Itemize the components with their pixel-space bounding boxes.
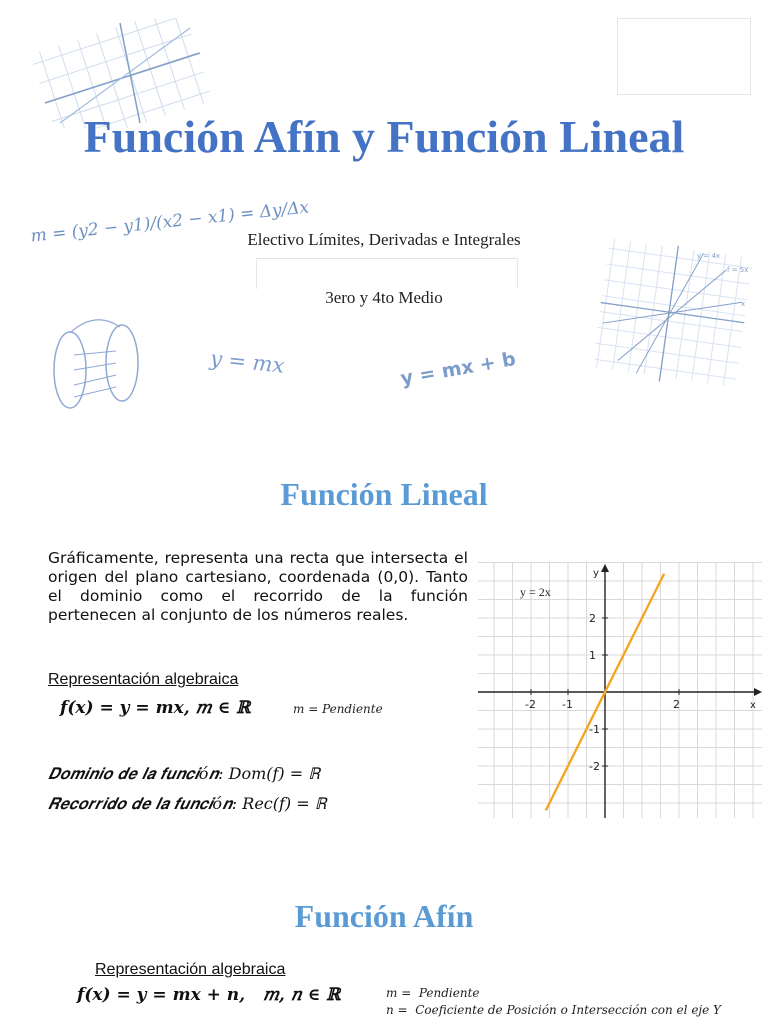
section-heading-afin: Función Afín <box>294 898 474 934</box>
lineal-description: Gráficamente, representa una recta que intersecta el origen del plano cartesiano, coordenada (0,0). Tanto el dominio como el recorrido de la función pertenecen al conjunto de los números reales. <box>48 549 468 624</box>
decor-formula-affine: y = mx + b <box>398 348 518 390</box>
decor-mapping-diagram <box>50 315 150 415</box>
y-tick-label: -2 <box>589 760 600 773</box>
lineal-domain: 𝑫𝒐𝒎𝒊𝒏𝒊𝒐 𝒅𝒆 𝒍𝒂 𝒇𝒖𝒏𝒄𝒊ó𝒏: 𝐷𝑜𝑚(𝑓) = ℝ <box>48 764 320 783</box>
x-axis-label: x <box>750 700 756 711</box>
decor-formula-slope-text: m = (y2 − y1)/(x2 − x1) = Δy/Δx <box>29 197 310 247</box>
decor-box-top-right <box>617 18 751 95</box>
x-axis-arrow <box>754 688 762 696</box>
afin-note-n: n = Coeficiente de Posición o Intersección con el eje Y <box>386 1003 721 1017</box>
decor-graph-label-2: f = 5x <box>727 266 749 274</box>
y-axis-arrow <box>601 564 609 572</box>
section-heading-lineal: Función Lineal <box>280 476 488 512</box>
decor-band <box>256 258 518 289</box>
y-axis-label: y <box>593 568 599 579</box>
x-tick-label: 2 <box>673 698 680 711</box>
decor-graph-label-1: y = 4x <box>697 252 721 260</box>
afin-algebra-label: Representación algebraica <box>95 961 286 978</box>
lineal-formula: 𝒇(𝒙) = 𝒚 = 𝒎𝒙, 𝑚 ∈ ℝ <box>60 698 251 718</box>
lineal-range: 𝑹𝒆𝒄𝒐𝒓𝒓𝒊𝒅𝒐 𝒅𝒆 𝒍𝒂 𝒇𝒖𝒏𝒄𝒊ó𝒏: 𝑅𝑒𝑐(𝑓) = ℝ <box>48 794 327 813</box>
subtitle-course: Electivo Límites, Derivadas e Integrales <box>247 230 521 249</box>
y-tick-label: 1 <box>589 649 596 662</box>
y-tick-label: 2 <box>589 612 596 625</box>
x-tick-label: -2 <box>525 698 536 711</box>
linear-function-chart <box>478 562 762 818</box>
subtitle-level: 3ero y 4to Medio <box>325 288 443 307</box>
x-tick-label: -1 <box>562 698 573 711</box>
afin-formula: 𝒇(𝒙) = 𝒚 = 𝒎𝒙 + 𝒏, 𝑚, 𝑛 ∈ ℝ <box>77 985 341 1005</box>
page-title: Función Afín y Función Lineal <box>83 111 685 162</box>
lineal-slope-note: m = Pendiente <box>293 702 383 716</box>
y-tick-label: -1 <box>589 723 600 736</box>
afin-note-m: m = Pendiente <box>386 986 480 1000</box>
decor-graph-label-3: x <box>741 300 746 308</box>
decor-graph-right <box>595 238 755 388</box>
decor-formula-linear: y = mx <box>208 346 286 378</box>
series-label: y = 2x <box>520 585 551 599</box>
lineal-algebra-label: Representación algebraica <box>48 671 239 688</box>
